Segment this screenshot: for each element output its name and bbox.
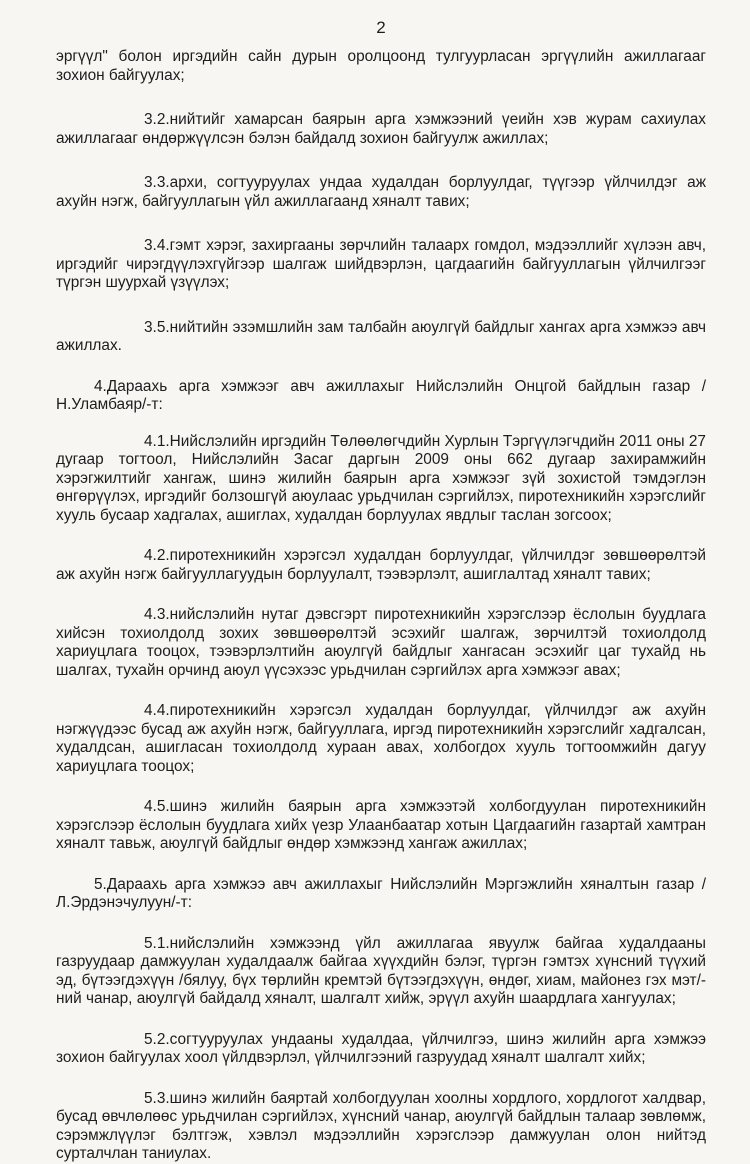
paragraph-4-5: 4.5.шинэ жилийн баярын арга хэмжээтэй холбогдуулан пиротехникийн хэрэгслээр ёслолын буудлага хийх үезр Улаанбаатар хотын Цагдаагийн газартай хамтран хяналт тавьж, аюулгүй байдлыг өндөр хэмжээнд хангаж ажиллах; (56, 798, 706, 852)
paragraph-5-2: 5.2.согтууруулах ундааны худалдаа, үйлчилгээ, шинэ жилийн арга хэмжээ зохион байгуулах хоол үйлдвэрлэл, үйлчилгээний газруудад хяналт шалгалт хийх; (56, 1030, 706, 1066)
paragraph-3-3: 3.3.архи, согтууруулах ундаа худалдан борлуулдаг, түүгээр үйлчилдэг аж ахуйн нэгж, байгууллагын үйл ажиллагаанд хяналт тавих; (56, 174, 706, 210)
paragraph-5-1: 5.1.нийслэлийн хэмжээнд үйл ажиллагаа явуулж байгаа худалдааны газруудаар дамжуулан худалдаалж байгаа хүүхдийн бэлэг, түргэн гэмтэх хүнсний түүхий эд, бүтээгдэхүүн /бялуу, бүх төрлийн кремтэй бүтээгдэхүүн, өндөг, хиам, майонез гэх мэт/-ний чанар, аюулгүй байдалд хяналт, шалгалт хийж, эрүүл ахуйн шаардлага хангуулах; (56, 934, 706, 1007)
paragraph-5-3: 5.3.шинэ жилийн баяртай холбогдуулан хоолны хордлого, хордлогот халдвар, бусад өвчлөлөөс урьдчилан сэргийлэх, хүнсний чанар, аюулгүй байдлын талаар зөвлөмж, сэрэмжлүүлэг бэлтгэж, хэвлэл мэдээллийн хэрэгслээр дамжуулан олон нийтэд сурталчлан таниулах. (56, 1089, 706, 1162)
paragraph-4-3: 4.3.нийслэлийн нутаг дэвсгэрт пиротехникийн хэрэгслээр ёслолын буудлага хийсэн тохиолдолд зохих зөвшөөрөлтэй эсэхийг шалгаж, зөрчилтэй тохиолдолд хариуцлага тооцох, тээвэрлэлтийн аюулгүй байдлыг хангасан эсэхийг цаг тухайд нь шалгах, тухайн орчинд аюул үүсэхээс урьдчилан сэргийлэх арга хэмжээг авах; (56, 606, 706, 679)
paragraph-5: 5.Дараахь арга хэмжээ авч ажиллахыг Нийслэлийн Мэргэжлийн хяналтын газар /Л.Эрдэнэчулуун/-т: (56, 875, 706, 911)
paragraph-4-1: 4.1.Нийслэлийн иргэдийн Төлөөлөгчдийн Хурлын Тэргүүлэгчдийн 2011 оны 27 дугаар тогтоол, Нийслэлийн Засаг даргын 2009 оны 662 дугаар захирамжийн хэрэгжилтийг хангаж, шинэ жилийн баярын арга хэмжээг зүй зохистой тэмдэглэн өнгөрүүлэх, иргэдийг болзошгүй аюулаас урьдчилан сэргийлэх, пиротехникийн хэрэгслийг хууль бусаар хадгалах, ашиглах, худалдан борлуулах явдлыг таслан зогсоох; (56, 432, 706, 524)
page-number: 2 (376, 18, 386, 37)
paragraph-4-2: 4.2.пиротехникийн хэрэгсэл худалдан борлуулдаг, үйлчилдэг зөвшөөрөлтэй аж ахуйн нэгж байгууллагуудын борлуулалт, тээвэрлэлт, ашиглалтад хяналт тавих; (56, 547, 706, 583)
paragraph-3-2: 3.2.нийтийг хамарсан баярын арга хэмжээний үеийн хэв журам сахиулах ажиллагааг өндөржүүлсэн бэлэн байдалд зохион байгуулж ажиллах; (56, 111, 706, 147)
paragraph-3-4: 3.4.гэмт хэрэг, захиргааны зөрчлийн талаарх гомдол, мэдээллийг хүлээн авч, иргэдийг чирэгдүүлэхгүйгээр шалгаж шийдвэрлэн, цагдаагийн байгууллагын үйлчилгээг түргэн шуурхай үзүүлэх; (56, 237, 706, 291)
paragraph-4-4: 4.4.пиротехникийн хэрэгсэл худалдан борлуулдаг, үйлчилдэг аж ахуйн нэгжүүдээс бусад аж ахуйн нэгж, байгууллага, иргэд пиротехникийн хэрэгслийг хадгалсан, худалдсан, ашигласан тохиолдолд хураан авах, холбогдох хууль тогтоомжийн дагуу хариуцлага тооцох; (56, 702, 706, 775)
paragraph-3-1-continued: эргүүл" болон иргэдийн сайн дурын оролцоонд тулгуурласан эргүүлийн ажиллагааг зохион байгуулах; (56, 48, 706, 84)
paragraph-4: 4.Дараахь арга хэмжээг авч ажиллахыг Нийслэлийн Онцгой байдлын газар /Н.Уламбаяр/-т: (56, 377, 706, 413)
paragraph-3-5: 3.5.нийтийн эзэмшлийн зам талбайн аюулгүй байдлыг хангах арга хэмжээ авч ажиллах. (56, 318, 706, 354)
